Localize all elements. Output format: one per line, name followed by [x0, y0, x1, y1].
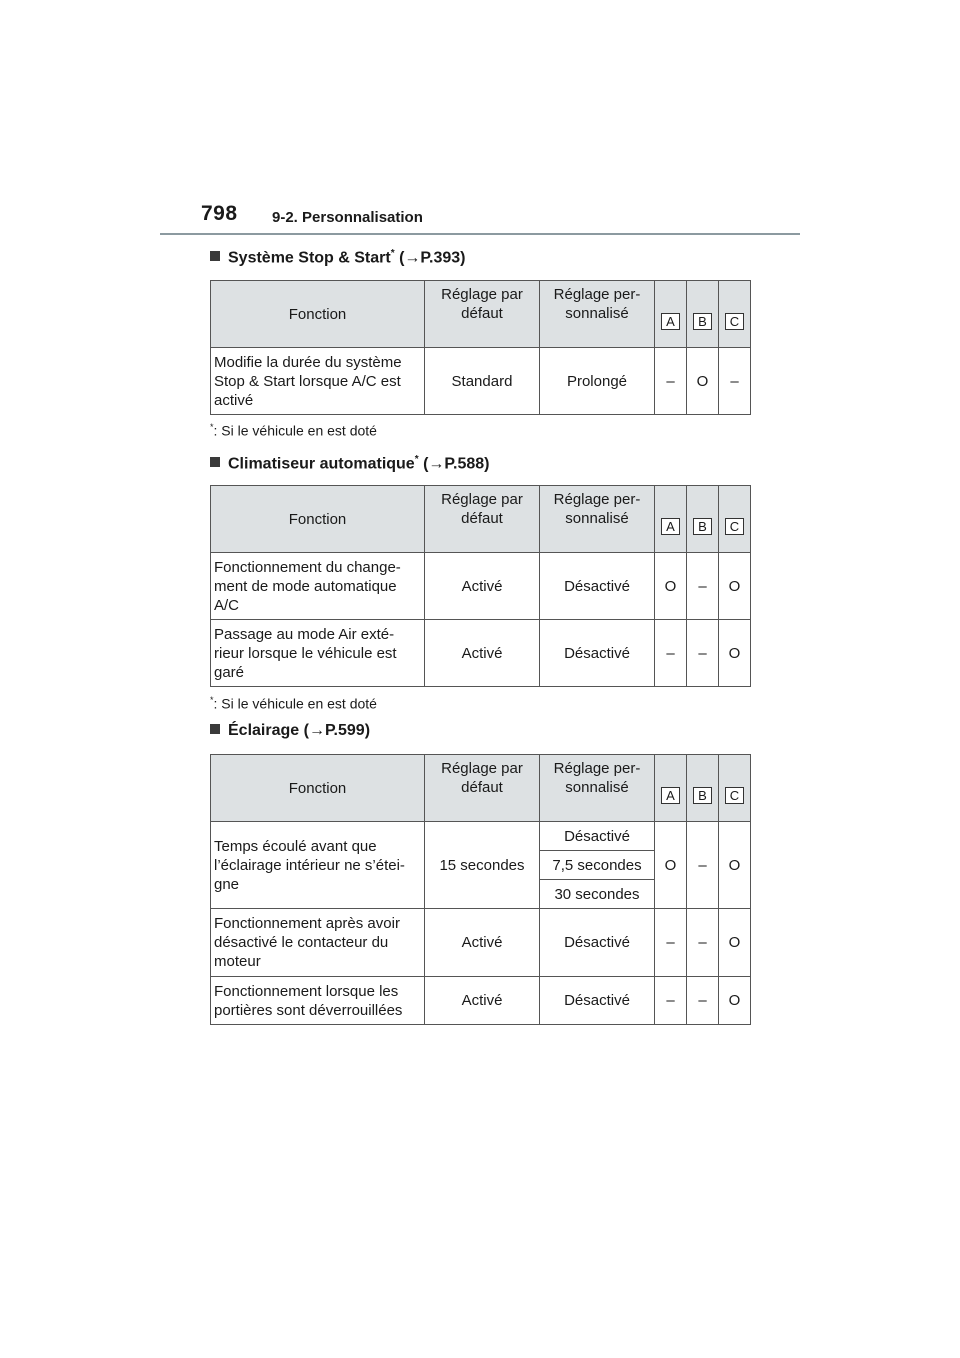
header-function: Fonction — [211, 486, 425, 553]
table-row — [211, 977, 751, 1025]
page-reference: (→P.588) — [423, 455, 490, 473]
function-cell: Temps écoulé avant que l’éclairage intérieur ne s’étei- gne — [211, 822, 425, 909]
a-cell: – — [655, 909, 687, 977]
header-c: C — [719, 281, 751, 348]
custom-cell: Prolongé — [540, 348, 655, 415]
page-reference: (→P.599) — [303, 722, 371, 739]
heading-title: Climatiseur automatique — [228, 455, 415, 473]
table-row — [211, 348, 751, 415]
default-cell: Activé — [425, 620, 540, 687]
header-rule — [160, 233, 800, 235]
header-a: A — [655, 755, 687, 822]
b-cell: – — [687, 620, 719, 687]
default-cell: Activé — [425, 909, 540, 977]
custom-option-cell: Désactivé — [540, 822, 655, 851]
function-cell: Fonctionnement du change- ment de mode automatique A/C — [211, 553, 425, 620]
c-cell: O — [719, 620, 751, 687]
custom-cell: Désactivé — [540, 977, 655, 1025]
table-row — [211, 822, 751, 851]
header-c: C — [719, 486, 751, 553]
header-c: C — [719, 755, 751, 822]
c-cell: – — [719, 348, 751, 415]
header-default: Réglage par défaut — [425, 755, 540, 822]
asterisk-mark: * — [414, 454, 419, 465]
heading-stop-start — [210, 248, 465, 267]
header-custom: Réglage per- sonnalisé — [540, 755, 655, 822]
square-bullet-icon — [210, 724, 220, 734]
function-cell: Fonctionnement lorsque les portières sont déverrouillées — [211, 977, 425, 1025]
heading-eclairage — [210, 722, 370, 740]
a-cell: – — [655, 620, 687, 687]
default-cell: Activé — [425, 553, 540, 620]
header-b: B — [687, 486, 719, 553]
footnote: *: Si le véhicule en est doté — [210, 422, 377, 439]
header-custom: Réglage per- sonnalisé — [540, 281, 655, 348]
b-cell: – — [687, 977, 719, 1025]
heading-title: Éclairage — [228, 722, 300, 739]
header-function: Fonction — [211, 281, 425, 348]
table-row — [211, 620, 751, 687]
header-default: Réglage par défaut — [425, 281, 540, 348]
c-cell: O — [719, 553, 751, 620]
table-row — [211, 909, 751, 977]
c-cell: O — [719, 977, 751, 1025]
heading-climatiseur — [210, 454, 489, 473]
b-cell: – — [687, 909, 719, 977]
square-bullet-icon — [210, 251, 220, 261]
a-cell: – — [655, 348, 687, 415]
custom-cell: Désactivé — [540, 909, 655, 977]
custom-option-cell: 30 secondes — [540, 880, 655, 909]
header-b: B — [687, 755, 719, 822]
page-reference: (→P.393) — [399, 249, 466, 267]
footnote: *: Si le véhicule en est doté — [210, 695, 377, 712]
settings-table-climatiseur — [210, 485, 751, 687]
heading-title: Système Stop & Start — [228, 249, 391, 267]
b-cell: – — [687, 822, 719, 909]
function-cell: Modifie la durée du système Stop & Start lorsque A/C est activé — [211, 348, 425, 415]
table-row — [211, 553, 751, 620]
square-bullet-icon — [210, 457, 220, 467]
default-cell: Activé — [425, 977, 540, 1025]
section-title: 9-2. Personnalisation — [272, 209, 423, 226]
a-cell: O — [655, 822, 687, 909]
b-cell: – — [687, 553, 719, 620]
c-cell: O — [719, 909, 751, 977]
custom-option-cell: 7,5 secondes — [540, 851, 655, 880]
header-function: Fonction — [211, 755, 425, 822]
function-cell: Fonctionnement après avoir désactivé le contacteur du moteur — [211, 909, 425, 977]
custom-cell: Désactivé — [540, 620, 655, 687]
default-cell: Standard — [425, 348, 540, 415]
a-cell: O — [655, 553, 687, 620]
function-cell: Passage au mode Air exté- rieur lorsque le véhicule est garé — [211, 620, 425, 687]
settings-table-stop-start — [210, 280, 751, 415]
asterisk-mark: * — [390, 248, 395, 259]
header-a: A — [655, 281, 687, 348]
header-b: B — [687, 281, 719, 348]
header-a: A — [655, 486, 687, 553]
a-cell: – — [655, 977, 687, 1025]
c-cell: O — [719, 822, 751, 909]
header-custom: Réglage per- sonnalisé — [540, 486, 655, 553]
page-number: 798 — [201, 202, 238, 225]
settings-table-eclairage — [210, 754, 751, 1025]
default-cell: 15 secondes — [425, 822, 540, 909]
custom-cell: Désactivé — [540, 553, 655, 620]
b-cell: O — [687, 348, 719, 415]
header-default: Réglage par défaut — [425, 486, 540, 553]
